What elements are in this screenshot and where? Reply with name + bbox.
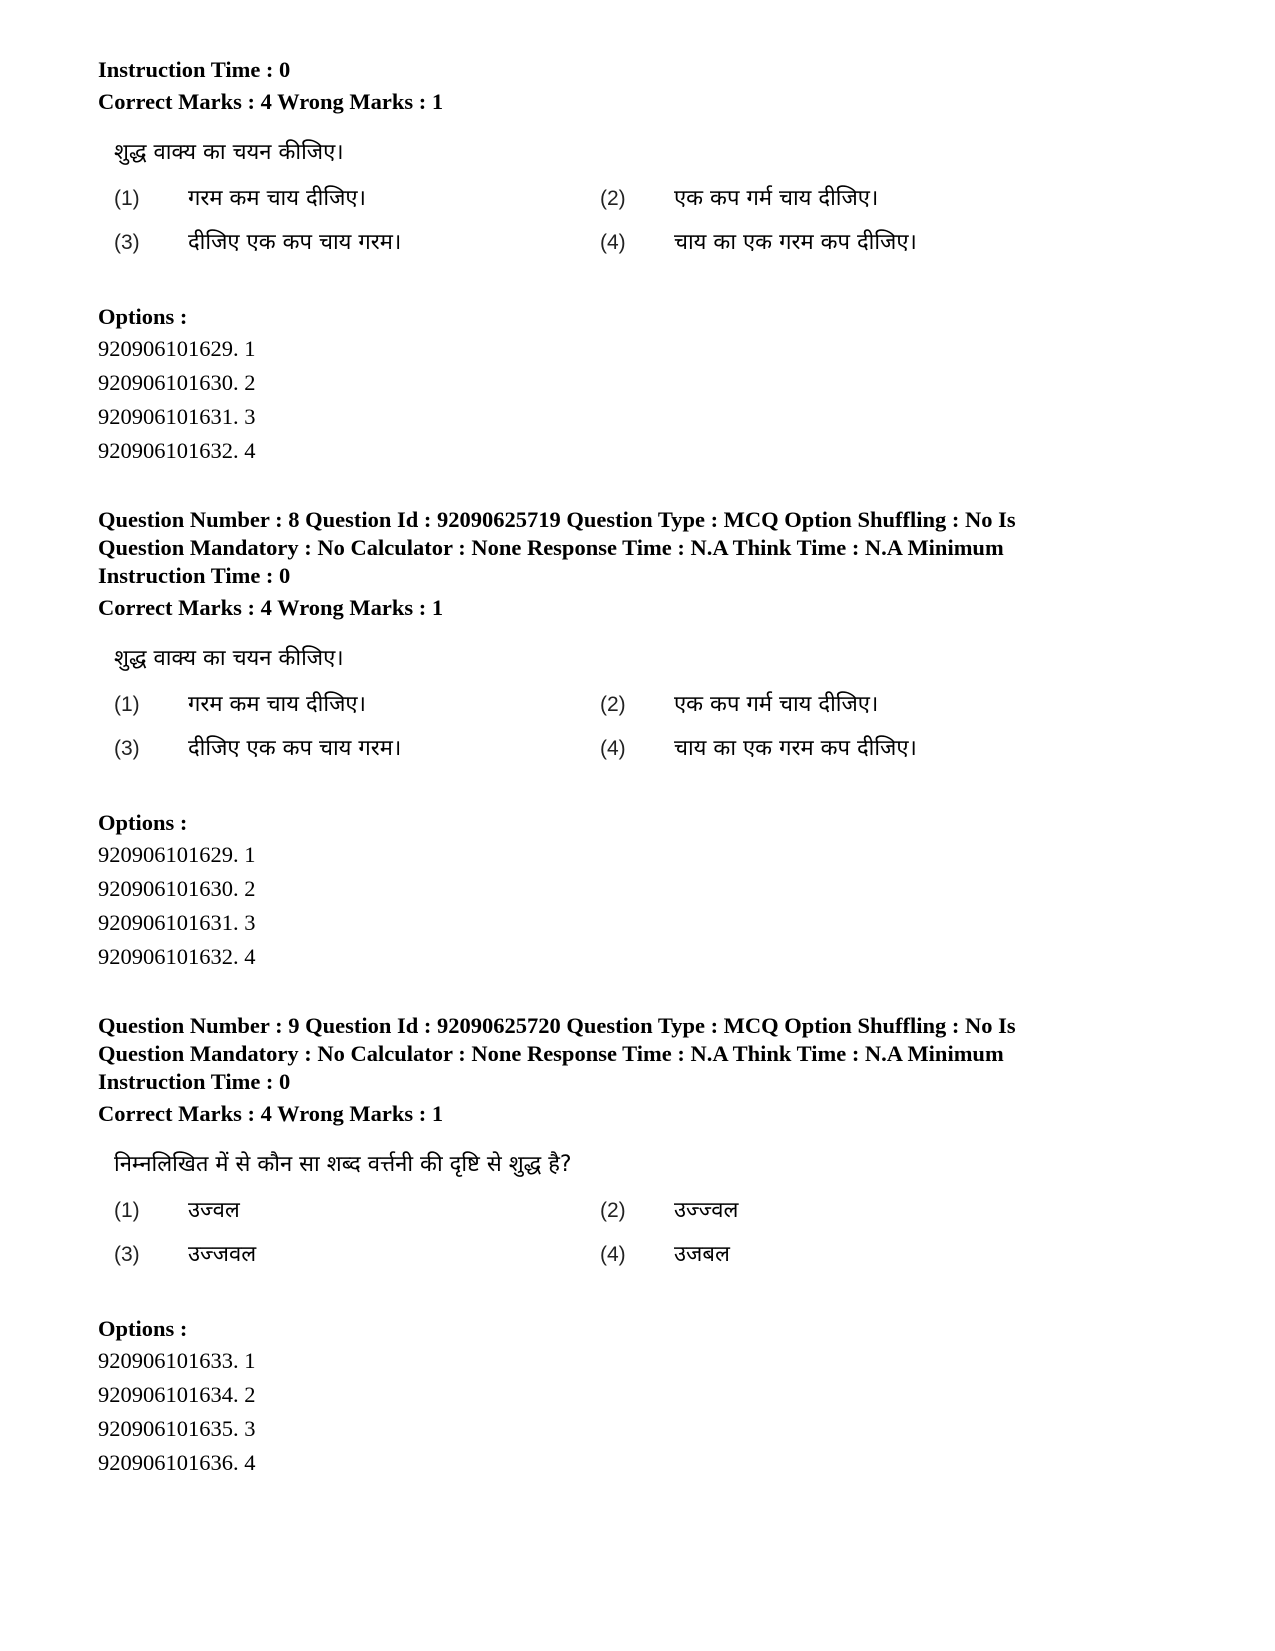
choice-number: (2) xyxy=(600,187,626,210)
choice-number: (3) xyxy=(114,1243,140,1266)
options-label: Options : xyxy=(98,810,188,835)
marks-line: Correct Marks : 4 Wrong Marks : 1 xyxy=(98,1101,444,1126)
choice-number: (4) xyxy=(600,1243,626,1266)
question-header xyxy=(98,506,1198,590)
marks-line: Correct Marks : 4 Wrong Marks : 1 xyxy=(98,595,444,620)
option-item: 920906101635. 3 xyxy=(98,1416,256,1441)
option-item: 920906101630. 2 xyxy=(98,876,256,901)
choice-text: चाय का एक गरम कप दीजिए। xyxy=(674,736,917,761)
choice-number: (2) xyxy=(600,693,626,716)
choice-number: (1) xyxy=(114,693,140,716)
instruction-time: Instruction Time : 0 xyxy=(98,57,291,82)
choice-item xyxy=(600,228,1080,258)
question-block-8 xyxy=(98,506,1198,974)
choice-item xyxy=(114,184,600,214)
question-header-line: Instruction Time : 0 xyxy=(98,563,291,588)
choice-number: (4) xyxy=(600,231,626,254)
choice-number: (3) xyxy=(114,737,140,760)
option-item: 920906101629. 1 xyxy=(98,842,256,867)
choice-number: (3) xyxy=(114,231,140,254)
choice-text: उजबल xyxy=(674,1242,730,1267)
choice-text: गरम कम चाय दीजिए। xyxy=(188,692,366,717)
question-block-9 xyxy=(98,1012,1198,1480)
option-item: 920906101634. 2 xyxy=(98,1382,256,1407)
question-header-line: Question Number : 8 Question Id : 92090625719 Question Type : MCQ Option Shuffling : No Is xyxy=(98,507,1016,532)
choice-item xyxy=(600,690,1080,720)
option-item: 920906101630. 2 xyxy=(98,370,256,395)
choice-text: उज्जवल xyxy=(188,1242,257,1267)
question-header-line: Question Mandatory : No Calculator : None Response Time : N.A Think Time : N.A Minimum xyxy=(98,1041,1004,1066)
choice-grid xyxy=(114,184,1198,258)
option-item: 920906101632. 4 xyxy=(98,438,256,463)
choice-item xyxy=(114,1196,600,1226)
question-header-line: Instruction Time : 0 xyxy=(98,1069,291,1094)
choice-item xyxy=(600,1240,1080,1270)
choice-text: एक कप गर्म चाय दीजिए। xyxy=(674,186,879,211)
choice-item xyxy=(600,184,1080,214)
choice-text: उज्ज्वल xyxy=(674,1198,739,1223)
question-header xyxy=(98,1012,1198,1096)
question-header-line: Question Number : 9 Question Id : 92090625720 Question Type : MCQ Option Shuffling : No Is xyxy=(98,1013,1016,1038)
choice-item xyxy=(114,690,600,720)
option-item: 920906101629. 1 xyxy=(98,336,256,361)
choice-text: दीजिए एक कप चाय गरम। xyxy=(188,736,402,761)
choice-text: उज्वल xyxy=(188,1198,240,1223)
option-item: 920906101631. 3 xyxy=(98,910,256,935)
choice-item xyxy=(114,734,600,764)
choice-grid xyxy=(114,690,1198,764)
choice-item xyxy=(114,1240,600,1270)
choice-text: दीजिए एक कप चाय गरम। xyxy=(188,230,402,255)
choice-item xyxy=(600,734,1080,764)
marks-line: Correct Marks : 4 Wrong Marks : 1 xyxy=(98,89,444,114)
option-item: 920906101636. 4 xyxy=(98,1450,256,1475)
question-text: निम्नलिखित में से कौन सा शब्द वर्त्तनी की दृष्टि से शुद्ध है? xyxy=(114,1152,572,1177)
option-item: 920906101633. 1 xyxy=(98,1348,256,1373)
choice-number: (1) xyxy=(114,1199,140,1222)
document-page xyxy=(98,56,1198,1480)
choice-number: (4) xyxy=(600,737,626,760)
choice-number: (1) xyxy=(114,187,140,210)
option-item: 920906101631. 3 xyxy=(98,404,256,429)
choice-item xyxy=(114,228,600,258)
question-text: शुद्ध वाक्य का चयन कीजिए। xyxy=(114,140,344,165)
choice-number: (2) xyxy=(600,1199,626,1222)
options-label: Options : xyxy=(98,1316,188,1341)
choice-text: एक कप गर्म चाय दीजिए। xyxy=(674,692,879,717)
option-item: 920906101632. 4 xyxy=(98,944,256,969)
choice-text: चाय का एक गरम कप दीजिए। xyxy=(674,230,917,255)
choice-text: गरम कम चाय दीजिए। xyxy=(188,186,366,211)
question-block-continued xyxy=(98,56,1198,468)
question-text: शुद्ध वाक्य का चयन कीजिए। xyxy=(114,646,344,671)
choice-item xyxy=(600,1196,1080,1226)
question-header-line: Question Mandatory : No Calculator : None Response Time : N.A Think Time : N.A Minimum xyxy=(98,535,1004,560)
choice-grid xyxy=(114,1196,1198,1270)
options-label: Options : xyxy=(98,304,188,329)
